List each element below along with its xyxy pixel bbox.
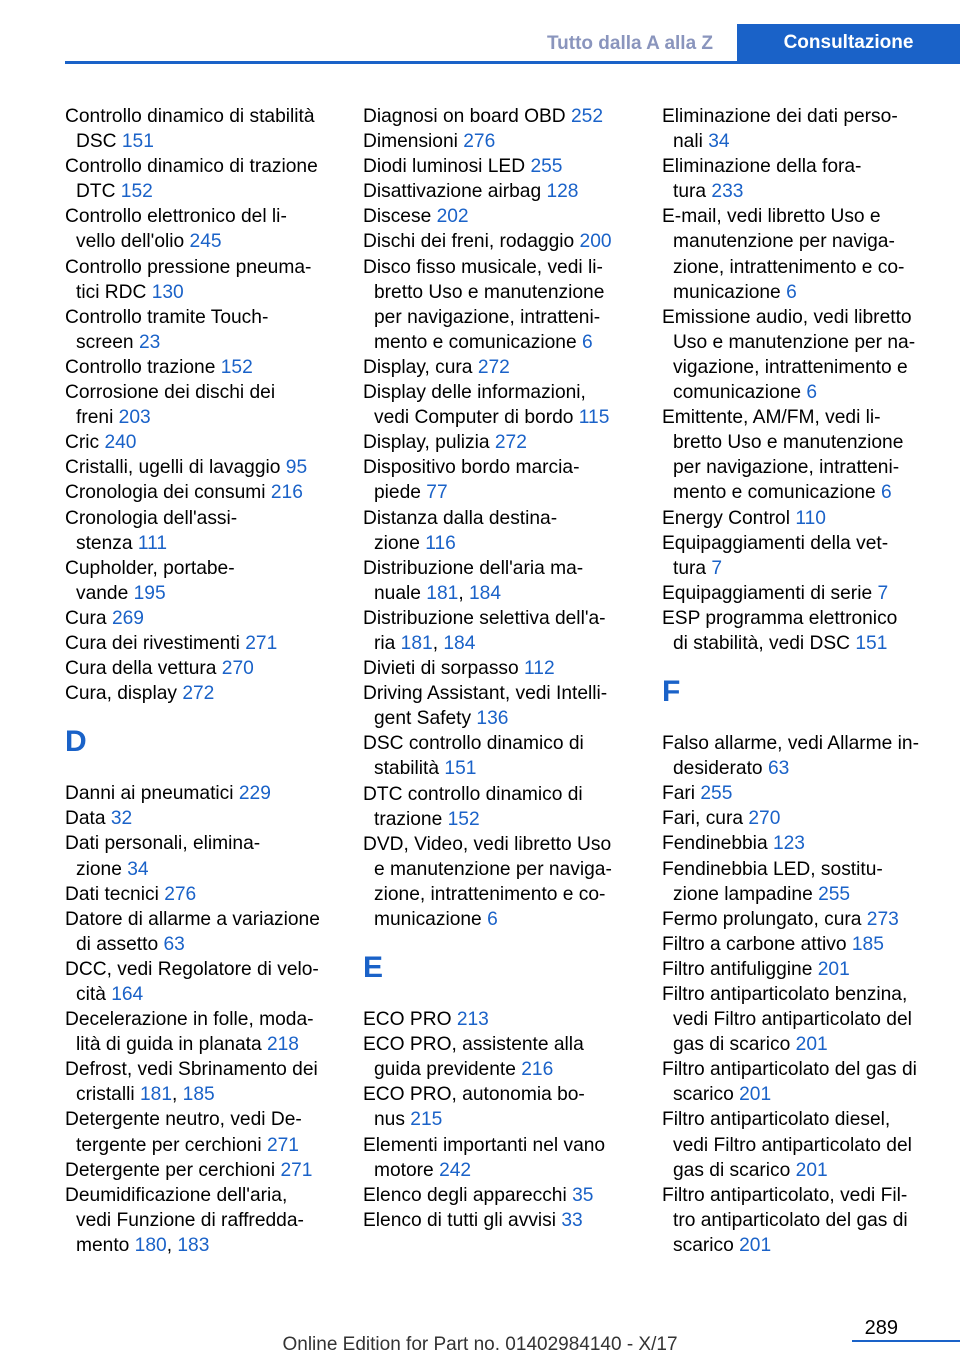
index-entry-text: Dati tecnici [65,883,159,905]
index-entry-text: Danni ai pneumatici [65,783,234,805]
page-link[interactable]: 180 [134,1234,167,1256]
index-entry [65,1007,335,1057]
index-entry [662,506,932,531]
index-entry [65,831,335,881]
index-entry [662,154,932,204]
index-entry-text: Dispositivo bordo marcia- [363,457,580,479]
index-entry: Distribuzione dell'aria ma- nuale 181, 184 [363,557,584,604]
page-link[interactable]: 151 [855,632,888,654]
index-entry-text: zione [374,532,420,554]
page-link[interactable]: 218 [266,1034,299,1056]
index-entry-text: Decelerazione in folle, moda- [65,1009,314,1031]
index-entry-text: Fari [662,783,696,805]
index-entry-text: Cura, display [65,683,177,705]
index-entry [662,1057,932,1107]
index-entry [363,430,633,455]
index-entry-text: trazione [374,808,443,830]
page-link[interactable]: 152 [447,808,480,830]
page-link[interactable]: 63 [767,758,790,780]
index-entry-text: scarico [673,1084,734,1106]
index-entry-text: Cric [65,432,100,454]
index-entry-text: municazione [673,281,781,303]
index-entry [363,380,633,430]
page-link[interactable]: 200 [579,231,612,253]
page-link[interactable]: 202 [436,206,469,228]
index-entry [662,405,932,505]
page-link[interactable]: 276 [463,131,496,153]
page-link[interactable]: 184 [443,632,476,654]
index-entry-text: Cronologia dell'assi- [65,507,238,529]
index-entry [363,832,633,932]
page-link[interactable]: 201 [795,1034,828,1056]
index-entry-text: gas di scarico [673,1159,791,1181]
index-entry [363,455,633,505]
page-link[interactable]: 33 [561,1209,583,1231]
index-entry [662,581,932,606]
page-link[interactable]: 242 [439,1159,472,1181]
page-link[interactable]: 229 [238,783,271,805]
index-entry-text: lità di guida in planata [76,1034,262,1056]
index-entry [363,1082,633,1132]
index-entry-text: comunicazione [673,382,801,404]
index-entry-text: Controllo tramite Touch- [65,306,269,328]
page-link[interactable]: 185 [851,933,884,955]
index-entry [662,606,932,656]
index-entry-text: Dimensioni [363,131,458,153]
page-link[interactable]: 34 [708,131,730,153]
page-link[interactable]: 112 [524,658,555,680]
index-entry: Defrost, vedi Sbrinamento dei cristalli 181, 185 [65,1059,318,1106]
index-column-2 [363,104,633,1233]
index-entry-text: e manutenzione per naviga- [374,858,612,880]
index-entry [65,430,335,455]
page-link[interactable]: 116 [425,532,456,554]
index-entry [662,1107,932,1182]
index-entry-text: Cronologia dei consumi [65,482,266,504]
index-entry [65,154,335,204]
index-entry-text: mento [76,1234,130,1256]
index-entry-text: ECO PRO, assistente alla [363,1034,584,1056]
index-entry [662,857,932,907]
index-entry-text: Emissione audio, vedi libretto [662,306,912,328]
index-entry-text: ECO PRO [363,1009,452,1031]
index-entry [363,179,633,204]
index-entry-text: Controllo trazione [65,356,216,378]
index-entry [363,129,633,154]
index-entry [363,1133,633,1183]
index-entry-text: Emittente, AM/FM, vedi li- [662,407,881,429]
index-entry [662,831,932,856]
index-entry-text: E-mail, vedi libretto Uso e [662,206,881,228]
index-entry-text: ECO PRO, autonomia bo- [363,1084,585,1106]
page-link[interactable]: 7 [711,557,723,579]
page-link[interactable]: 151 [121,131,154,153]
index-entry [65,455,335,480]
page-link[interactable]: 130 [151,281,184,303]
index-entry [363,1183,633,1208]
index-entry-text: Cupholder, portabe- [65,557,235,579]
index-entry [65,480,335,505]
index-entry-text: gas di scarico [673,1034,791,1056]
index-entry-text: Fendinebbia LED, sostitu- [662,858,883,880]
index-entry-text: per navigazione, intratteni- [673,457,900,479]
page-link[interactable]: 201 [739,1084,772,1106]
index-entry-text: nali [673,131,703,153]
index-entry-text: ria [374,632,396,654]
index-entry-text: per navigazione, intratteni- [374,306,601,328]
index-entry [363,656,633,681]
index-entry [65,806,335,831]
section-heading-d: D [65,725,87,759]
index-entry-text: Cura [65,607,107,629]
index-entry-text: Equipaggiamenti di serie [662,582,873,604]
page-link[interactable]: 255 [700,783,733,805]
index-entry [363,104,633,129]
index-entry-text: Display, cura [363,356,473,378]
index-column-3 [662,104,932,1258]
index-entry [363,506,633,556]
page-link[interactable]: 271 [245,632,278,654]
index-entry-text: Diodi luminosi LED [363,156,526,178]
page-link[interactable]: 110 [795,507,826,529]
section-heading-e: E [363,951,384,985]
page-link[interactable]: 35 [572,1184,594,1206]
page-link[interactable]: 215 [410,1109,443,1131]
tab-consultazione[interactable]: Consultazione [737,24,960,61]
index-entry [65,355,335,380]
index-entry-text: Falso allarme, vedi Allarme in- [662,733,919,755]
index-entry-text: tro antiparticolato del gas di [673,1209,908,1231]
index-entry-text: Driving Assistant, vedi Intelli- [363,683,608,705]
page-link[interactable]: 152 [120,181,153,203]
index-entry-text: Detergente neutro, vedi De- [65,1109,302,1131]
index-entry-text: DCC, vedi Regolatore di velo- [65,958,319,980]
index-entry-text: Equipaggiamenti della vet- [662,532,889,554]
page-link[interactable]: 272 [477,356,510,378]
index-entry-text: Eliminazione della fora- [662,156,862,178]
index-entry-text: Divieti di sorpasso [363,658,519,680]
index-entry [65,606,335,631]
page-link[interactable]: 270 [221,658,254,680]
index-entry-text: Discese [363,206,432,228]
page-link[interactable]: 164 [111,984,144,1005]
index-entry-text: municazione [374,909,482,930]
index-entry-text: DVD, Video, vedi libretto Uso [363,833,612,855]
index-entry-text: Data [65,808,106,830]
page-link[interactable]: 269 [111,607,144,629]
index-entry-text: cristalli [76,1084,135,1106]
index-entry [363,229,633,254]
index-entry [65,380,335,430]
index-entry [662,305,932,405]
index-entry-text: bretto Uso e manutenzione [374,281,605,303]
page-link[interactable]: 123 [772,833,805,855]
page-number: 289 [864,1317,898,1339]
page-link[interactable]: 32 [110,808,133,830]
index-entry-text: Energy Control [662,507,790,529]
index-entry-text: nus [374,1109,405,1131]
index-entry-text: Elenco di tutti gli avvisi [363,1209,557,1231]
index-entry-text: Filtro antifuliggine [662,958,813,980]
index-entry-text: vedi Filtro antiparticolato del [673,1134,912,1156]
index-entry [662,531,932,581]
index-entry [363,204,633,229]
index-entry-text: Corrosione dei dischi dei [65,382,276,404]
index-entry [662,932,932,957]
index-entry [363,681,633,731]
index-entry [662,982,932,1057]
index-entry-text: Cura della vettura [65,658,217,680]
page-link[interactable]: 271 [280,1159,313,1181]
index-entry [363,355,633,380]
index-entry-text: Elenco degli apparecchi [363,1184,567,1206]
index-entry-text: guida previdente [374,1059,516,1081]
index-entry-text: Filtro antiparticolato del gas di [662,1059,917,1081]
index-entry-text: vedi Computer di bordo [374,407,574,429]
index-entry-text: Datore di allarme a variazione [65,908,320,930]
page-link[interactable]: 23 [138,331,161,353]
page-link[interactable]: 7 [877,582,889,604]
index-entry-text: Display delle informazioni, [363,382,586,404]
index-entry-text: stenza [76,532,133,554]
index-entry-text: motore [374,1159,434,1181]
page-link[interactable]: 151 [444,758,477,780]
index-entry [65,1107,335,1157]
index-entry-text: Disco fisso musicale, vedi li- [363,256,603,278]
page-link[interactable]: 245 [189,231,222,253]
index-entry-text: Filtro antiparticolato, vedi Fil- [662,1184,908,1206]
index-entry-text: Distribuzione dell'aria ma- [363,557,584,579]
index-entry [363,1208,633,1233]
index-entry-text: Diagnosi on board OBD [363,106,566,127]
index-entry-text: scarico [673,1234,734,1256]
index-entry-text: tura [673,557,707,579]
index-entry-text: di stabilità, vedi DSC [673,632,851,654]
index-entry-text: di assetto [76,933,159,955]
index-entry-text: vedi Filtro antiparticolato del [673,1009,912,1031]
page-link[interactable]: 203 [118,407,151,429]
page-link[interactable]: 6 [582,331,593,353]
index-entry-text: Filtro antiparticolato diesel, [662,1109,891,1131]
index-entry-text: zione, intrattenimento e co- [673,256,905,278]
tab-tutto-dalla-a-alla-z[interactable]: Tutto dalla A alla Z [546,33,714,54]
index-entry [363,255,633,355]
index-entry-text: Cura dei rivestimenti [65,632,240,654]
index-entry [363,154,633,179]
index-entry [65,781,335,806]
index-entry-text: Fendinebbia [662,833,768,855]
index-entry [662,806,932,831]
page-link[interactable]: 6 [806,382,818,404]
index-entry-text: zione lampadine [673,883,813,905]
page-link[interactable]: 63 [163,933,185,955]
index-entry-text: bretto Uso e manutenzione [673,432,904,454]
index-entry-text: vande [76,582,129,604]
index-entry [65,631,335,656]
page-link[interactable]: 128 [546,181,579,203]
page-link[interactable]: 270 [748,808,781,830]
index-entry [65,1158,335,1183]
index-entry-text: Distanza dalla destina- [363,507,558,529]
index-entry [65,656,335,681]
page-link[interactable]: 271 [266,1134,299,1156]
index-entry [65,556,335,606]
index-entry [363,1032,633,1082]
index-entry-text: Cristalli, ugelli di lavaggio [65,457,281,479]
index-entry-text: Controllo dinamico di trazione [65,156,318,178]
index-entry [662,781,932,806]
index-entry [662,204,932,304]
page-link[interactable]: 6 [881,482,892,504]
index-entry: Deumidificazione dell'aria, vedi Funzione di raffredda- mento 180, 183 [65,1184,304,1256]
page-link[interactable]: 136 [476,708,509,730]
page-link[interactable]: 195 [133,582,166,604]
index-entry-text: Eliminazione dei dati perso- [662,106,898,127]
header-rule [65,61,960,64]
page-link[interactable]: 152 [220,356,253,378]
page-link[interactable]: 201 [739,1234,772,1256]
index-entry-text: Fermo prolungato, cura [662,908,862,930]
edition-footer: Online Edition for Part no. 01402984140 - X/17 [282,1334,678,1355]
page-link[interactable]: 183 [177,1234,210,1256]
index-entry [65,506,335,556]
index-entry-text: Filtro a carbone attivo [662,933,847,955]
index-entry-text: Elementi importanti nel vano [363,1134,606,1156]
index-entry-text: Display, pulizia [363,432,490,454]
index-entry [363,1007,633,1032]
page-link[interactable]: 201 [795,1159,828,1181]
page-link[interactable]: 181 [400,632,433,654]
index-entry-text: manutenzione per naviga- [673,231,895,253]
index-entry [65,104,335,154]
index-entry [662,731,932,781]
page-link[interactable]: 95 [285,457,308,479]
index-entry-text: tura [673,181,707,203]
index-entry-text: Controllo pressione pneuma- [65,256,312,278]
page-link[interactable]: 276 [164,883,197,905]
section-heading-f: F [662,675,681,709]
index-entry-text: DTC [76,181,116,203]
index-entry-text: vigazione, intrattenimento e [673,356,908,378]
index-entry-text: vello dell'olio [76,231,185,253]
index-entry-text: zione, intrattenimento e co- [374,883,606,905]
index-entry [65,255,335,305]
index-entry-text: DSC [76,131,117,153]
index-entry-text: stabilità [374,758,440,780]
page-link[interactable]: 233 [711,181,744,203]
index-entry-text: nuale [374,582,421,604]
index-entry-text: tici RDC [76,281,147,303]
index-entry-text: freni [76,407,114,429]
page-link[interactable]: 255 [530,156,563,178]
index-entry-text: Distribuzione selettiva dell'a- [363,607,606,629]
index-entry-text: mento e comunicazione [374,331,577,353]
page-link[interactable]: 181 [139,1084,172,1106]
index-entry [65,957,335,1007]
page-link[interactable]: 272 [494,432,527,454]
index-entry-text: Dati personali, elimina- [65,833,261,855]
page-link[interactable]: 6 [487,909,498,930]
index-entry-text: ESP programma elettronico [662,607,898,629]
index-entry-text: Detergente per cerchioni [65,1159,276,1181]
index-entry-text: Deumidificazione dell'aria, [65,1184,288,1206]
index-entry-text: Disattivazione airbag [363,181,542,203]
index-entry-text: vedi Funzione di raffredda- [76,1209,304,1231]
index-entry-text: Controllo elettronico del li- [65,206,287,228]
index-column-1 [65,104,335,1258]
page-link[interactable]: 216 [521,1059,554,1081]
index-entry-text: desiderato [673,758,763,780]
index-entry [662,1183,932,1258]
page-link[interactable]: 184 [468,582,501,604]
index-entry [662,104,932,154]
index-entry-text: Controllo dinamico di stabilità [65,106,315,127]
page-link[interactable]: 6 [786,281,797,303]
page-link[interactable]: 201 [817,958,850,980]
index-entry-text: Dischi dei freni, rodaggio [363,231,575,253]
index-entry [662,907,932,932]
page-link[interactable]: 181 [426,582,459,604]
index-entry-text: screen [76,331,134,353]
index-entry-text: Fari, cura [662,808,744,830]
page-link[interactable]: 213 [456,1009,489,1031]
index-entry [662,957,932,982]
page-link[interactable]: 272 [182,683,215,705]
page-link[interactable]: 77 [426,482,448,504]
index-entry-text: Defrost, vedi Sbrinamento dei [65,1059,318,1081]
index-entry-text: DTC controllo dinamico di [363,783,583,805]
index-entry-text: gent Safety [374,708,472,730]
index-entry-text: cità [76,984,106,1005]
index-entry-text: piede [374,482,421,504]
index-entry [65,305,335,355]
page-link[interactable]: 185 [182,1084,215,1106]
page-link[interactable]: 216 [270,482,303,504]
page-link[interactable]: 240 [104,432,137,454]
page-link[interactable]: 111 [137,532,168,554]
index-entry [65,907,335,957]
index-entry-text: Filtro antiparticolato benzina, [662,984,908,1005]
page-link[interactable]: 255 [818,883,851,905]
page-link[interactable]: 252 [571,106,604,127]
index-entry-text: mento e comunicazione [673,482,876,504]
index-entry [65,882,335,907]
index-entry-text: zione [76,858,122,880]
index-entry [65,681,335,706]
page-link[interactable]: 273 [866,908,899,930]
index-entry: Distribuzione selettiva dell'a- ria 181, 184 [363,607,606,654]
index-entry-text: DSC controllo dinamico di [363,733,584,755]
index-entry-text: Uso e manutenzione per na- [673,331,916,353]
page-link[interactable]: 34 [127,858,149,880]
index-entry [363,782,633,832]
page-link[interactable]: 115 [578,407,610,429]
index-entry [65,204,335,254]
index-entry-text: tergente per cerchioni [76,1134,262,1156]
index-entry [363,731,633,781]
